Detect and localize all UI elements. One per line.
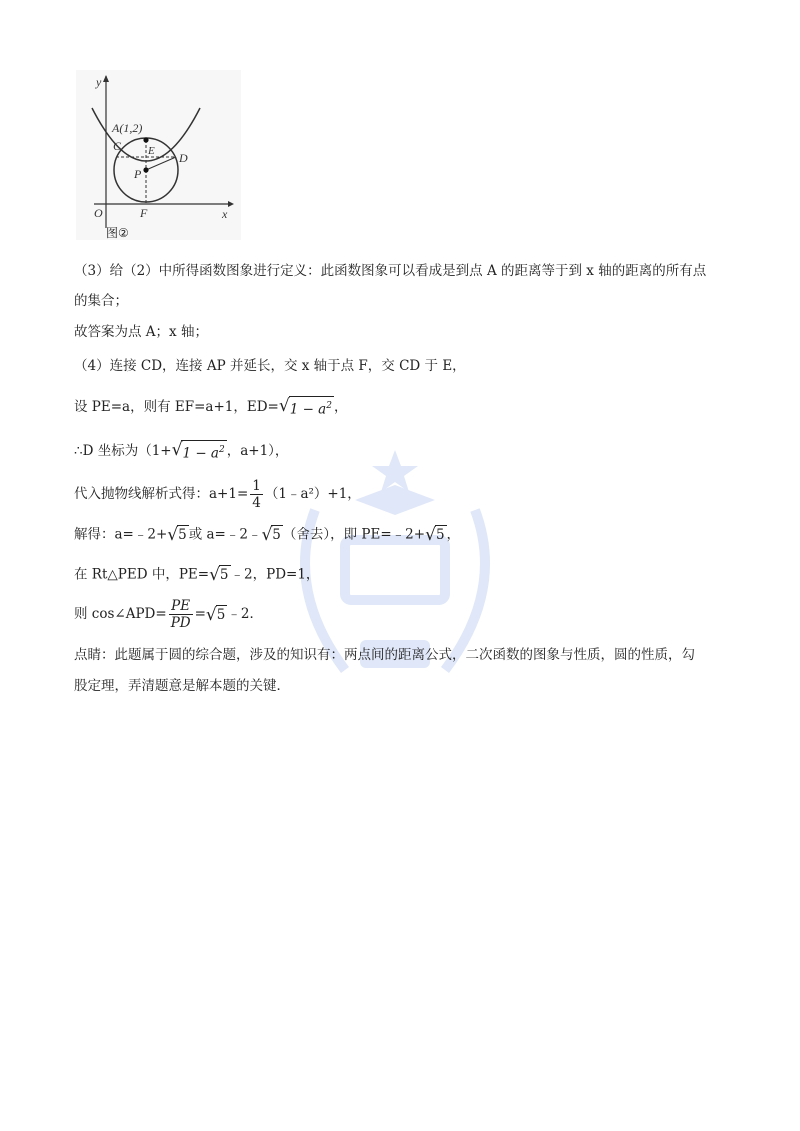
label-x: x (222, 207, 228, 221)
sqrt-expression: √ $1 - a^2$ (278, 396, 332, 418)
text-line-12: 股定理，弄清题意是解本题的关键． (74, 678, 290, 694)
text-line-2: 的集合； (74, 293, 128, 309)
label-a: A(1,2) (112, 121, 143, 135)
label-d: D (179, 151, 188, 165)
fraction-pe-pd: $\frac{PE}{PD}$ (170, 598, 191, 631)
text-line-3: 故答案为点 A；x 轴； (74, 324, 208, 340)
text-line-1: （3）给（2）中所得函数图象进行定义：此函数图象可以看成是到点 A 的距离等于到 x 轴的距离的所有点 (74, 263, 707, 279)
label-p: P (134, 167, 142, 181)
sqrt-5: √ 5 (425, 525, 445, 545)
sqrt-expression: √ $1 - a^2$ (171, 440, 225, 462)
text-line-6: ∴D 坐标为（1+ √ $1 - a^2$ ，a+1）， (74, 440, 289, 462)
fraction-one-quarter: $\frac{1}{4}$ (252, 478, 261, 511)
text-line-7: 代入抛物线解析式得：a+1= $\frac{1}{4}$ （1﹣a²）+1， (74, 478, 361, 511)
point-p-dot (143, 167, 148, 172)
sqrt-5: √ 5 (209, 565, 229, 585)
label-e: E (148, 145, 155, 157)
sqrt-5: √ 5 (261, 525, 281, 545)
label-f: F (140, 206, 148, 220)
text-line-10: 则 cos∠APD= $\frac{PE}{PD}$ = √ 5 ﹣2． (74, 598, 263, 631)
figure-caption: 图② (106, 226, 129, 240)
sqrt-5: √ 5 (205, 604, 226, 625)
text-line-5: 设 PE=a，则有 EF=a+1，ED= √ $1 - a^2$ ， (74, 396, 348, 418)
text-line-8: 解得：a=﹣2+ √ 5 或 a=﹣2﹣ √ 5 （舍去），即 PE=﹣2+ √ 5 ， (74, 525, 461, 545)
geometry-figure (76, 70, 241, 240)
point-a-dot (143, 137, 148, 142)
text-line-4: （4）连接 CD，连接 AP 并延长，交 x 轴于点 F，交 CD 于 E， (74, 358, 466, 374)
label-origin: O (94, 206, 103, 220)
text-line-9: 在 Rt△PED 中，PE= √ 5 ﹣2，PD=1， (74, 565, 320, 585)
label-c: C (113, 139, 122, 153)
text-line-11: 点睛：此题属于圆的综合题，涉及的知识有：两点间的距离公式，二次函数的图象与性质，圆的性质，勾 (74, 647, 695, 663)
sqrt-5: √ 5 (167, 525, 187, 545)
label-y: y (96, 75, 102, 89)
